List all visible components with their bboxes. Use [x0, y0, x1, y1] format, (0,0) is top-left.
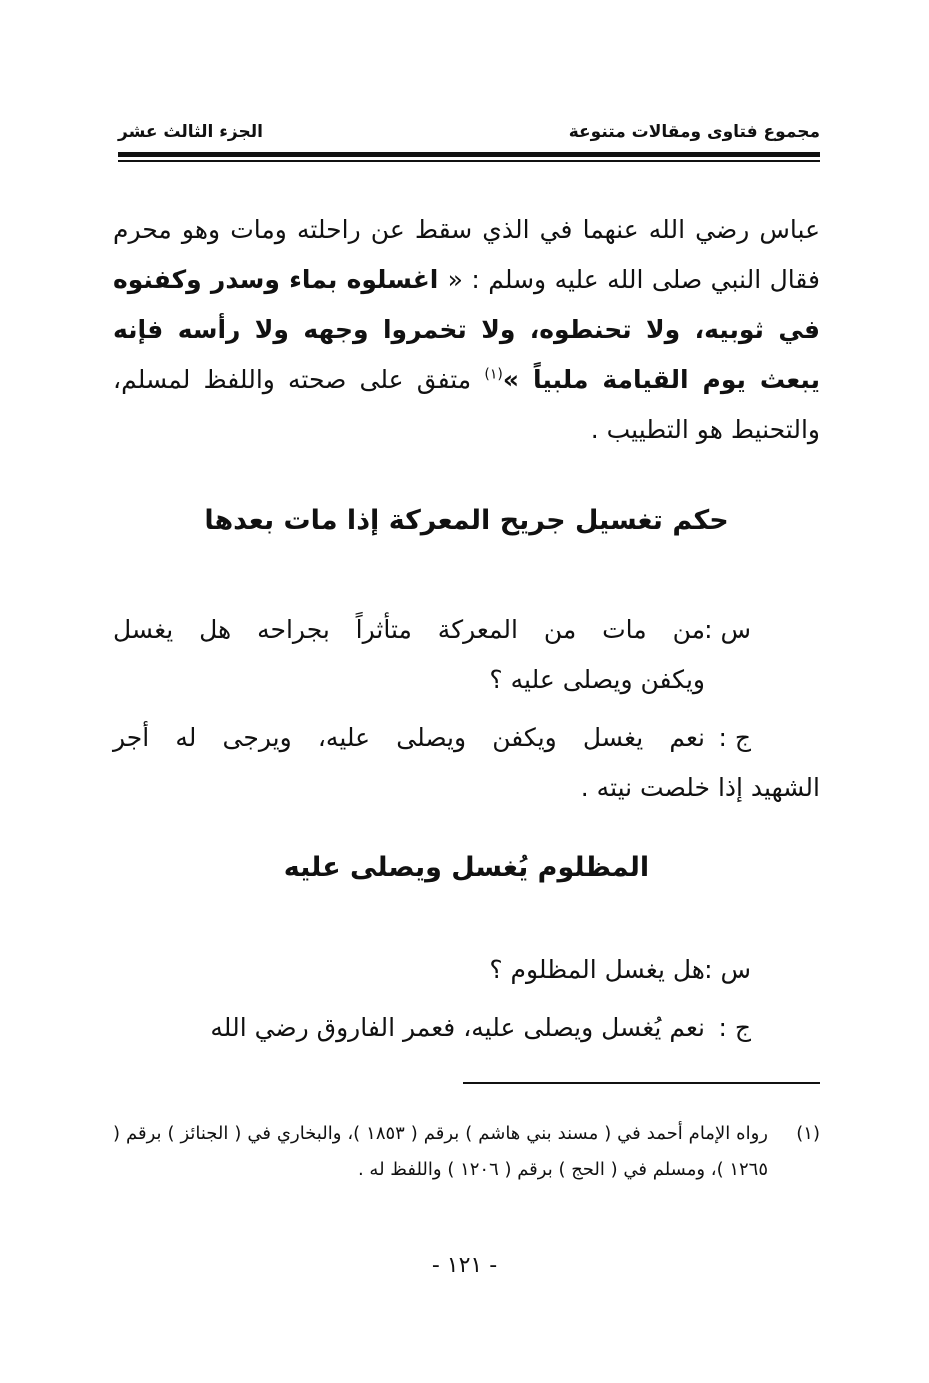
answer-block-1 [113, 713, 820, 813]
section-heading-oppressed: المظلوم يُغسل ويصلى عليه [283, 852, 650, 883]
page-header [118, 122, 820, 146]
page-number: - ١٢١ - [431, 1253, 498, 1278]
answer-block-2 [113, 1003, 820, 1053]
question-prefix: س : [704, 955, 751, 984]
question-text: هل يغسل المظلوم ؟ [489, 955, 705, 984]
header-rule-thin [118, 160, 820, 162]
book-title: مجموع فتاوى ومقالات متنوعة [568, 122, 820, 142]
question-line-1: من مات من المعركة متأثراً بجراحه هل يغسل [113, 615, 705, 644]
answer-line-2: الشهيد إذا خلصت نيته . [580, 773, 820, 802]
question-block-2 [113, 945, 820, 995]
section-heading-wounded: حكم تغسيل جريح المعركة إذا مات بعدها [204, 505, 729, 536]
footnote-reference: (١) [484, 366, 503, 383]
answer-text: نعم يُغسل ويصلى عليه، فعمر الفاروق رضي الله [210, 1013, 705, 1042]
answer-line-1: نعم يغسل ويكفن ويصلى عليه، ويرجى له أجر [113, 723, 705, 752]
answer-prefix: ج : [718, 723, 751, 752]
question-line-2: ويكفن ويصلى عليه ؟ [489, 665, 705, 694]
intro-text-a: عباس رضي الله عنهما في الذي سقط عن راحلته ومات وهو محرم فقال النبي صلى الله عليه وسلم : « [113, 215, 820, 294]
volume-title: الجزء الثالث عشر [118, 122, 263, 142]
question-block-1 [113, 605, 820, 705]
footnote-separator [463, 1082, 820, 1084]
header-rule-thick [118, 152, 820, 157]
footnote-number: (١) [796, 1123, 820, 1144]
hadith-quote: اغسلوه بماء وسدر وكفنوه في ثوبيه، ولا تحنطوه، ولا تخمروا وجهه ولا رأسه فإنه يبعث يوم القيامة ملبياً » [113, 265, 820, 394]
intro-paragraph [113, 205, 820, 455]
question-prefix: س : [704, 615, 751, 644]
intro-text-b: متفق على صحته واللفظ لمسلم، والتحنيط هو التطييب . [113, 365, 820, 444]
footnote [113, 1116, 820, 1188]
footnote-text: رواه الإمام أحمد في ( مسند بني هاشم ) برقم ( ١٨٥٣ )، والبخاري في ( الجنائز ) برقم ( ١٢٦٥ )، ومسلم في ( الحج ) برقم ( ١٢٠٦ ) واللفظ له . [113, 1123, 768, 1180]
answer-prefix: ج : [718, 1013, 751, 1042]
